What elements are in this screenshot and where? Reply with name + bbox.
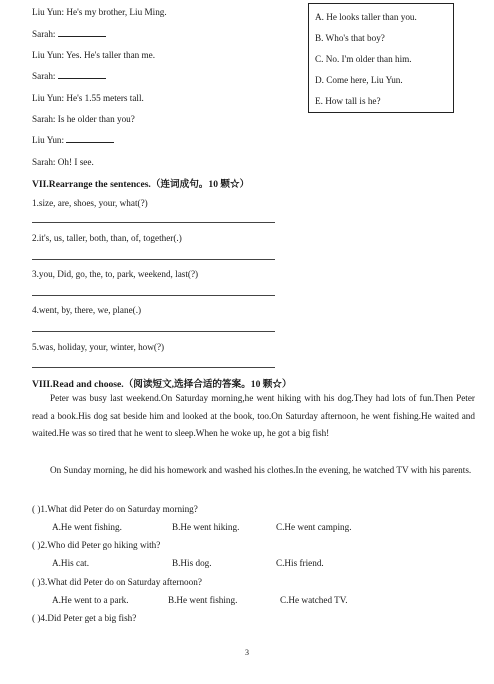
rearrange-item-2: 2.it's, us, taller, both, than, of, together(.) — [32, 233, 182, 243]
speaker: Liu Yun — [32, 135, 62, 145]
reading-paragraph-2 — [32, 462, 475, 480]
answer-paren[interactable]: ( ) — [32, 504, 41, 514]
answer-line-2[interactable] — [32, 259, 275, 260]
q3-option-c: C.He watched TV. — [280, 595, 348, 605]
reading-paragraph-1 — [32, 390, 475, 443]
q3-option-a: A.He went to a park. — [52, 595, 129, 605]
option-a: A. He looks taller than you. — [315, 12, 417, 22]
speaker: Liu Yun — [32, 93, 62, 103]
answer-line-3[interactable] — [32, 295, 275, 296]
q2-option-a: A.His cat. — [52, 558, 89, 568]
page-number: 3 — [245, 648, 249, 657]
answer-line-1[interactable] — [32, 222, 275, 223]
section7-heading: VII.Rearrange the sentences.（连词成句。10 颗☆） — [32, 179, 250, 190]
dialog-text: He's my brother, Liu Ming. — [66, 7, 167, 17]
dialog-line-5: Liu Yun: He's 1.55 meters tall. — [32, 93, 144, 103]
answer-paren[interactable]: ( ) — [32, 540, 41, 550]
speaker: Liu Yun — [32, 7, 62, 17]
q1-option-b: B.He went hiking. — [172, 522, 240, 532]
dialog-line-1: Liu Yun: He's my brother, Liu Ming. — [32, 7, 167, 17]
options-box — [308, 3, 454, 113]
rearrange-item-1: 1.size, are, shoes, your, what(?) — [32, 198, 148, 208]
option-d: D. Come here, Liu Yun. — [315, 75, 403, 85]
speaker: Sarah — [32, 114, 53, 124]
question-2 — [32, 539, 160, 551]
option-e: E. How tall is he? — [315, 96, 381, 106]
answer-line-4[interactable] — [32, 331, 275, 332]
dialog-text: Oh! I see. — [57, 157, 94, 167]
dialog-line-8: Sarah: Oh! I see. — [32, 157, 94, 167]
question-4 — [32, 612, 136, 624]
speaker: Sarah — [32, 71, 53, 81]
dialog-line-6: Sarah: Is he older than you? — [32, 114, 135, 124]
option-b: B. Who's that boy? — [315, 33, 385, 43]
question-text: 4.Did Peter get a big fish? — [40, 613, 137, 623]
paragraph-text: On Sunday morning, he did his homework and washed his clothes.In the evening, he watched TV with his parents. — [50, 465, 472, 475]
answer-blank[interactable] — [66, 134, 114, 143]
dialog-text: He's 1.55 meters tall. — [66, 93, 144, 103]
question-text: 1.What did Peter do on Saturday morning? — [40, 504, 198, 514]
answer-blank[interactable] — [58, 28, 106, 37]
rearrange-item-3: 3.you, Did, go, the, to, park, weekend, last(?) — [32, 269, 199, 279]
question-1 — [32, 503, 198, 515]
speaker: Sarah — [32, 29, 53, 39]
q2-option-c: C.His friend. — [276, 558, 324, 568]
q1-option-c: C.He went camping. — [276, 522, 352, 532]
answer-blank[interactable] — [58, 70, 106, 79]
option-c: C. No. I'm older than him. — [315, 54, 412, 64]
rearrange-item-5: 5.was, holiday, your, winter, how(?) — [32, 342, 165, 352]
dialog-text: Yes. He's taller than me. — [66, 50, 156, 60]
question-3 — [32, 576, 202, 588]
rearrange-item-4: 4.went, by, there, we, plane(.) — [32, 305, 142, 315]
answer-paren[interactable]: ( ) — [32, 613, 41, 623]
question-text: 3.What did Peter do on Saturday afternoon? — [40, 577, 202, 587]
answer-line-5[interactable] — [32, 367, 275, 368]
q1-option-a: A.He went fishing. — [52, 522, 122, 532]
q2-option-b: B.His dog. — [172, 558, 212, 568]
dialog-text: Is he older than you? — [57, 114, 135, 124]
answer-paren[interactable]: ( ) — [32, 577, 41, 587]
dialog-line-4: Sarah: — [32, 70, 106, 82]
dialog-line-2: Sarah: — [32, 28, 106, 40]
dialog-line-7: Liu Yun: — [32, 134, 114, 146]
dialog-line-3: Liu Yun: Yes. He's taller than me. — [32, 50, 156, 60]
q3-option-b: B.He went fishing. — [168, 595, 238, 605]
speaker: Sarah — [32, 157, 53, 167]
question-text: 2.Who did Peter go hiking with? — [40, 540, 161, 550]
paragraph-text: Peter was busy last weekend.On Saturday morning,he went hiking with his dog.They had lots of fun.Then Peter read a book.His dog sat beside him and looked at the book, too.On Saturday afternoon, he went fishing.He waited and waited.He was so tired that he went to sleep.When he woke up, he got a big fish! — [32, 393, 475, 439]
speaker: Liu Yun — [32, 50, 62, 60]
section8-heading: VIII.Read and choose.（阅读短文,选择合适的答案。10 颗☆） — [32, 379, 292, 390]
